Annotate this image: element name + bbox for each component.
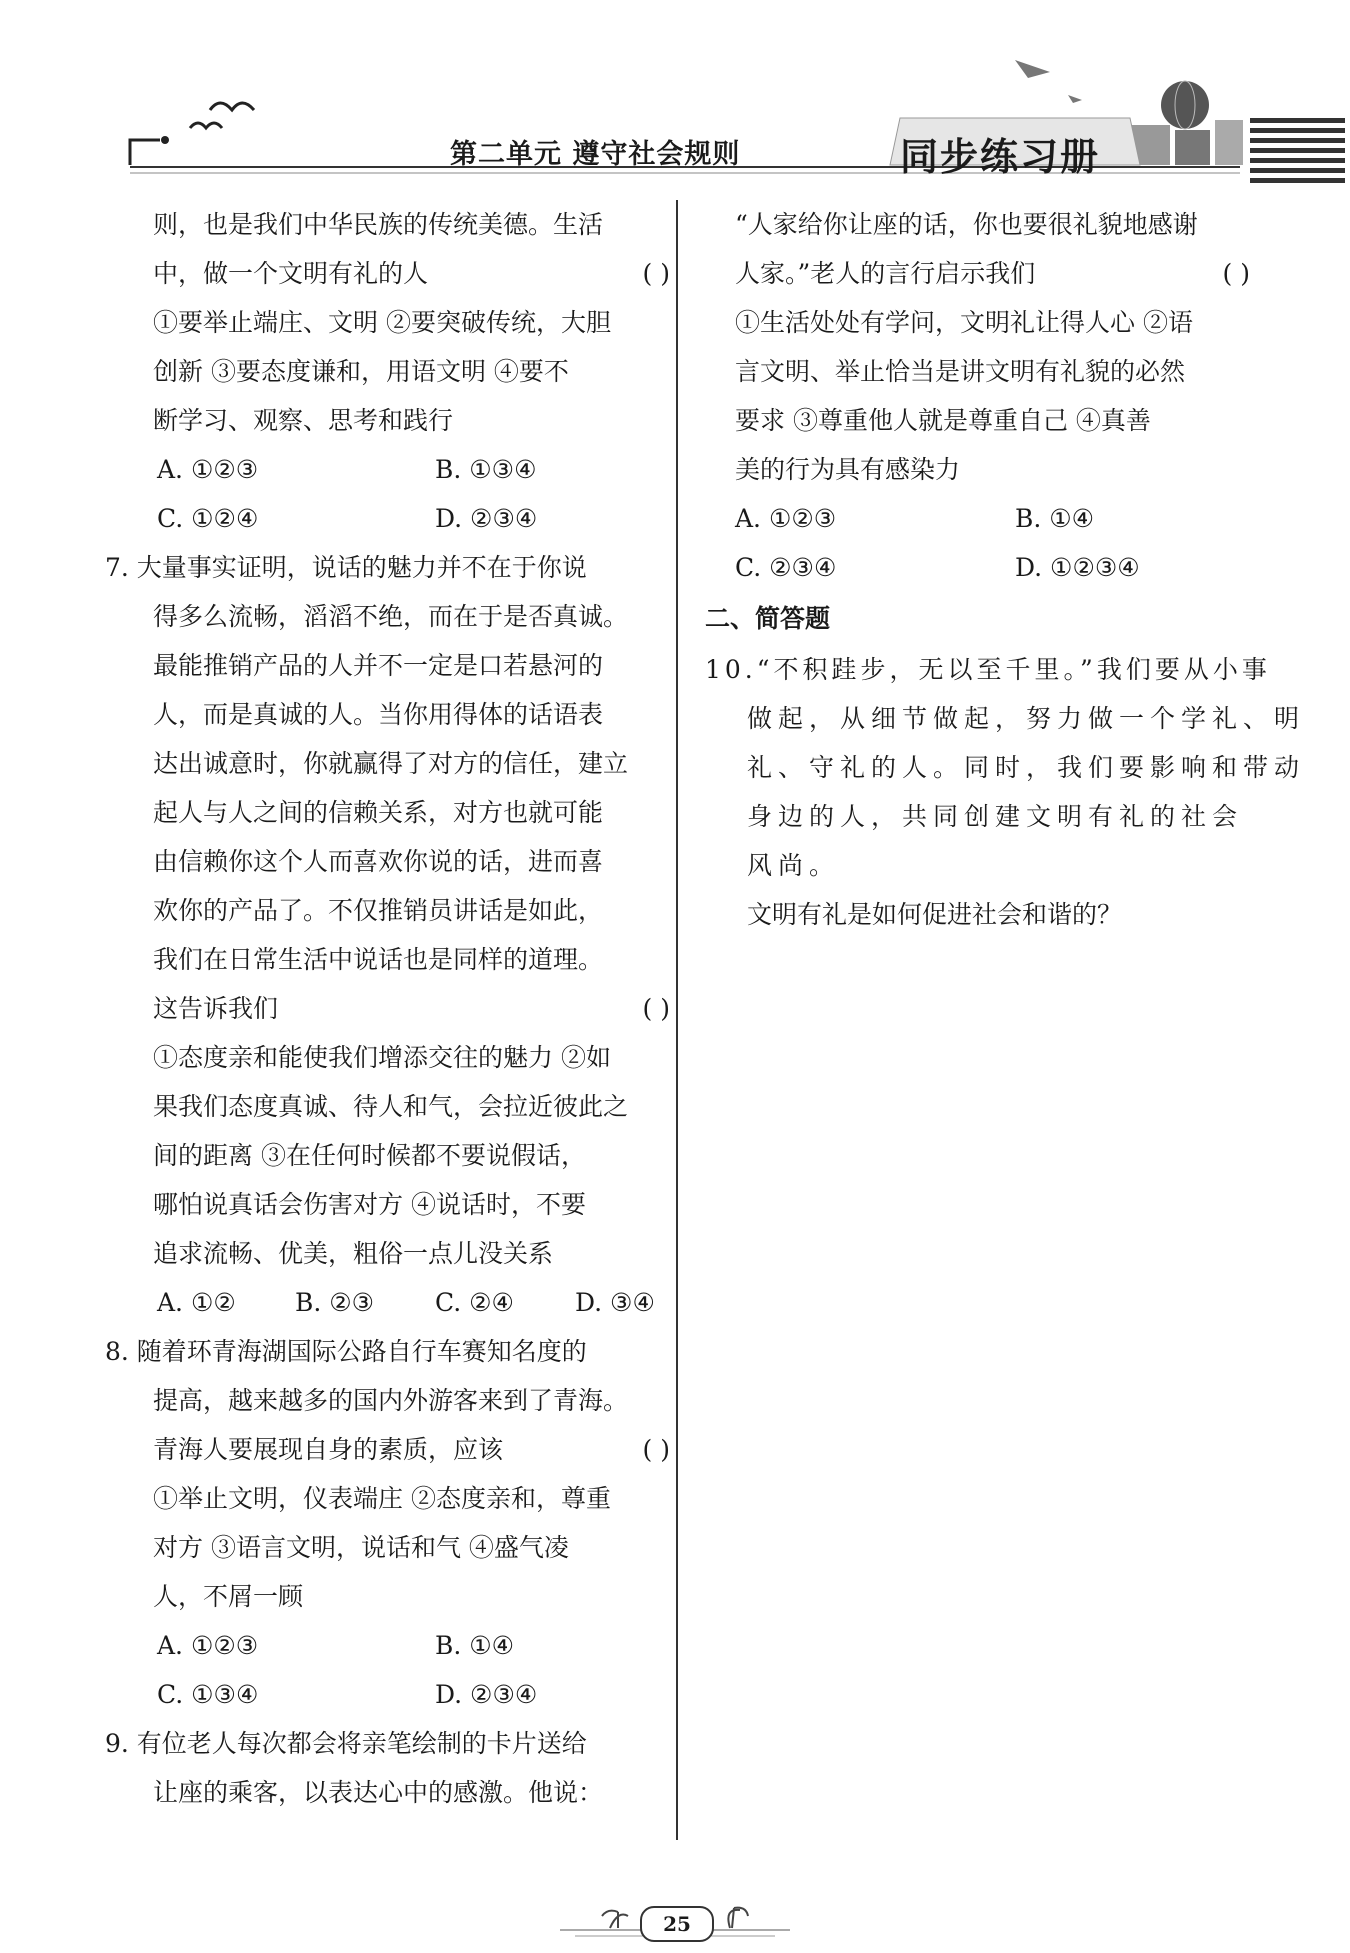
question-7-line: 由信赖你这个人而喜欢你说的话，进而喜 [153, 847, 604, 876]
question-9-text: 人家。”老人的言行启示我们 [735, 259, 1036, 288]
bird-icon [210, 103, 254, 110]
question-7-statement: ①态度亲和能使我们增添交往的魅力 ②如 [153, 1043, 611, 1072]
unit-title: 第二单元 遵守社会规则 [450, 139, 741, 170]
question-6-line: 则，也是我们中华民族的传统美德。生活 [153, 210, 604, 239]
option-d[interactable]: D. ②③④ [435, 1680, 538, 1709]
options-row [135, 445, 670, 494]
question-7-statement: 间的距离 ③在任何时候都不要说假话， [153, 1141, 586, 1170]
question-9-line: 9. 有位老人每次都会将亲笔绘制的卡片送给 [105, 1729, 587, 1758]
question-10-line: 礼、守礼的人。同时，我们要影响和带动 [747, 753, 1306, 782]
striped-block [1250, 118, 1345, 183]
options-row [135, 494, 670, 543]
option-a[interactable]: A. ①②③ [735, 504, 837, 533]
question-7-text: 这告诉我们 [153, 994, 279, 1023]
options-row [135, 1670, 670, 1719]
question-7-line: 达出诚意时，你就赢得了对方的信任，建立 [153, 749, 629, 778]
question-9-line: “人家给你让座的话，你也要很礼貌地感谢 [735, 210, 1198, 239]
question-6-statement: ①要举止端庄、文明 ②要突破传统，大胆 [153, 308, 611, 337]
paper-plane-icon [1068, 95, 1082, 103]
options-row [135, 1621, 670, 1670]
left-column [105, 200, 670, 1817]
book-title: 同步练习册 [900, 135, 1101, 179]
right-column [705, 200, 1306, 939]
option-b[interactable]: B. ①③④ [435, 455, 537, 484]
section-title: 二、简答题 [705, 604, 831, 633]
paper-plane-icon [1015, 60, 1050, 78]
column-divider [676, 200, 678, 1840]
option-d[interactable]: D. ③④ [575, 1288, 655, 1317]
question-9-line [705, 249, 1250, 298]
page-number: 25 [640, 1906, 714, 1942]
question-8-statement: 对方 ③语言文明，说话和气 ④盛气凌 [153, 1533, 569, 1562]
option-c[interactable]: C. ①③④ [157, 1680, 259, 1709]
answer-blank[interactable]: ( ) [1222, 259, 1250, 288]
question-7-statement: 追求流畅、优美，粗俗一点儿没关系 [153, 1239, 554, 1268]
option-a[interactable]: A. ①②③ [157, 455, 259, 484]
question-10-prompt: 文明有礼是如何促进社会和谐的？ [747, 900, 1123, 929]
option-b[interactable]: B. ②③ [295, 1288, 375, 1317]
question-8-line: 8. 随着环青海湖国际公路自行车赛知名度的 [105, 1337, 587, 1366]
option-b[interactable]: B. ①④ [435, 1631, 515, 1660]
palm-icon [728, 1908, 748, 1928]
option-a[interactable]: A. ①②③ [157, 1631, 259, 1660]
question-7-line: 7. 大量事实证明，说话的魅力并不在于你说 [105, 553, 587, 582]
question-8-text: 青海人要展现自身的素质，应该 [153, 1435, 504, 1464]
options-row [135, 1278, 670, 1327]
question-9-statement: ①生活处处有学问，文明礼让得人心 ②语 [735, 308, 1193, 337]
question-9-statement: 美的行为具有感染力 [735, 455, 961, 484]
option-a[interactable]: A. ①② [157, 1288, 236, 1317]
option-b[interactable]: B. ①④ [1015, 504, 1095, 533]
question-10-line: 风尚。 [747, 851, 841, 880]
question-8-statement: ①举止文明，仪表端庄 ②态度亲和，尊重 [153, 1484, 611, 1513]
question-10-line: 10.“不积跬步，无以至千里。”我们要从小事 [705, 655, 1271, 684]
question-6-line [135, 249, 670, 298]
question-6-text: 中，做一个文明有礼的人 [153, 259, 429, 288]
answer-blank[interactable]: ( ) [642, 994, 670, 1023]
question-7-line [135, 984, 670, 1033]
option-c[interactable]: C. ②④ [435, 1288, 514, 1317]
question-7-line: 人，而是真诚的人。当你用得体的话语表 [153, 700, 604, 729]
answer-blank[interactable]: ( ) [642, 259, 670, 288]
question-7-line: 得多么流畅，滔滔不绝，而在于是否真诚。 [153, 602, 629, 631]
question-7-line: 最能推销产品的人并不一定是口若悬河的 [153, 651, 604, 680]
question-9-statement: 要求 ③尊重他人就是尊重自己 ④真善 [735, 406, 1151, 435]
question-8-statement: 人，不屑一顾 [153, 1582, 304, 1611]
option-d[interactable]: D. ②③④ [435, 504, 538, 533]
option-c[interactable]: C. ②③④ [735, 553, 837, 582]
question-7-line: 我们在日常生活中说话也是同样的道理。 [153, 945, 604, 974]
question-7-statement: 哪怕说真话会伤害对方 ④说话时，不要 [153, 1190, 586, 1219]
question-10-line: 身边的人，共同创建文明有礼的社会 [747, 802, 1244, 831]
globe-icon [1161, 81, 1209, 129]
question-9-statement: 言文明、举止恰当是讲文明有礼貌的必然 [735, 357, 1186, 386]
options-row [705, 494, 1250, 543]
question-10-line: 做起，从细节做起，努力做一个学礼、明 [747, 704, 1306, 733]
question-9-line: 让座的乘客，以表达心中的感激。他说： [153, 1778, 604, 1807]
question-7-line: 起人与人之间的信赖关系，对方也就可能 [153, 798, 604, 827]
answer-blank[interactable]: ( ) [642, 1435, 670, 1464]
question-6-statement: 断学习、观察、思考和践行 [153, 406, 454, 435]
option-d[interactable]: D. ①②③④ [1015, 553, 1140, 582]
option-c[interactable]: C. ①②④ [157, 504, 259, 533]
question-8-line [135, 1425, 670, 1474]
question-7-line: 欢你的产品了。不仅推销员讲话是如此， [153, 896, 604, 925]
options-row [705, 543, 1250, 592]
question-8-line: 提高，越来越多的国内外游客来到了青海。 [153, 1386, 629, 1415]
page-header [0, 0, 1350, 200]
bird-icon [190, 123, 222, 128]
question-7-statement: 果我们态度真诚、待人和气，会拉近彼此之 [153, 1092, 629, 1121]
question-6-statement: 创新 ③要态度谦和，用语文明 ④要不 [153, 357, 569, 386]
palm-icon [602, 1911, 628, 1928]
